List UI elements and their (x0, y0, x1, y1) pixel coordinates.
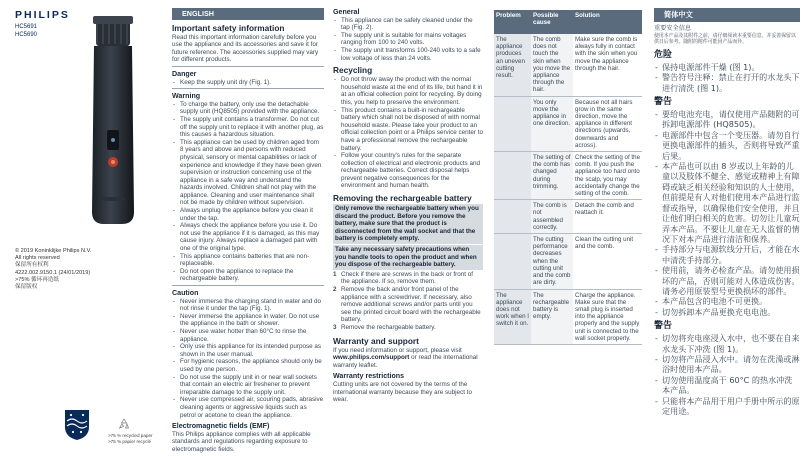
list-item: - 警告符号注释：禁止在打开的水龙头下进行清洗 (图 1)。 (654, 72, 800, 93)
list-item: - Never immerse the charging stand in water and do not rinse it under the tap (Fig. 1). (172, 298, 324, 313)
cell-solution: Make sure the comb is always fully in contact with the skin when you move the appliance through the hair. (573, 34, 642, 96)
cell-problem: The appliance produces an uneven cutting result. (494, 34, 531, 96)
cell-solution: Because not all hairs grow in the same direction, move the appliance in different directions (upwards, downwards and across). (573, 97, 642, 151)
list-item: - Never immerse the appliance in water. Do not use the appliance in the bath or shower. (172, 313, 324, 328)
cell-problem (494, 234, 531, 288)
list-item: - 切勿使用温度高于 60°C 的热水冲洗本产品。 (654, 375, 800, 396)
warning-list-cn (654, 109, 800, 317)
troubleshooting-table (494, 10, 642, 345)
header-solution: Solution (575, 12, 600, 19)
list-item: - 使用前，请务必检查产品。请勿使用损坏的产品，否则可能对人体造成伤害。请务必用原装型号更换损坏的部件。 (654, 265, 800, 296)
list-item: - The supply unit transforms 100-240 volts to a safe low voltage of less than 24 volts. (333, 47, 483, 62)
list-item: - Only use this appliance for its intended purpose as shown in the user manual. (172, 343, 324, 358)
general-list (333, 17, 483, 63)
list-item: - This appliance can be safely cleaned under the tap (Fig. 2). (333, 17, 483, 32)
divider (172, 88, 324, 89)
warning-box: Only remove the rechargeable battery when you discard the product. Before you remove the battery, make sure that the product is disconnected from the wall socket and that the battery is completely empty. (333, 204, 483, 244)
list-item: - 本产品包含的电池不可更换。 (654, 296, 800, 306)
step-text: Check if there are screws in the back or front of the appliance. If so, remove them. (341, 270, 473, 286)
caution-list-cn (654, 333, 800, 416)
recycle-icon (118, 418, 130, 430)
recycle-line: >75 % recycled paper (108, 433, 153, 438)
step-item: 1 Check if there are screws in the back or front of the appliance. If so, remove them. (333, 270, 473, 286)
cell-cause: The comb is not assembled correctly. (531, 200, 573, 233)
warranty-heading: Warranty and support (333, 335, 419, 346)
table-header (494, 10, 642, 34)
list-item: - For hygienic reasons, the appliance should only be used by one person. (172, 358, 324, 373)
intro-text: Read this important information carefully before you use the appliance and its accessories and save it for future reference. The accessories supplied may vary for different products. (172, 33, 319, 64)
legal-notice (15, 248, 91, 291)
general-heading: General (333, 8, 360, 16)
cell-cause: The setting of the comb has changed during trimming. (531, 152, 573, 199)
rights-line-cn-2: 保留版权 (15, 284, 38, 291)
recycling-heading: Recycling (333, 65, 373, 76)
list-item: - The supply unit contains a transformer. Do not cut off the supply unit to replace it with another plug, as this causes a hazardous situation. (172, 116, 324, 139)
copyright: © 2019 Koninklijke Philips N.V. (15, 248, 92, 254)
list-item: - The supply unit is suitable for mains voltages ranging from 100 to 240 volts. (333, 32, 483, 47)
model-number: HC5691 (15, 24, 38, 30)
list-item: - Follow your country's rules for the separate collection of electrical and electronic products and rechargeable batteries. Correct disposal helps prevent negative consequences for the environment and human health. (333, 152, 483, 190)
list-item: - 切勿将产品浸入水中。请勿在洗澡或淋浴时使用本产品。 (654, 354, 800, 375)
list-item: - This appliance contains batteries that are non-replaceable. (172, 253, 324, 268)
rights-line-cn: 保留所有权利 (15, 262, 49, 269)
emf-heading: Electromagnetic fields (EMF) (172, 422, 270, 431)
section-title-cn: 重要安全信息 (654, 25, 692, 32)
chinese-column (654, 8, 800, 416)
list-item: - Never use compressed air, scouring pads, abrasive cleaning agents or aggressive liquids such as petrol or acetone to clean the appliance. (172, 396, 324, 419)
caution-heading-cn: 警告 (654, 321, 673, 332)
danger-list-cn (654, 62, 800, 93)
list-item: - Do not throw away the product with the normal household waste at the end of its life, but hand it in at an official collection point for recycling. By doing this, you help to preserve the environment. (333, 76, 483, 106)
list-item: - This appliance can be used by children aged from 8 years and above and persons with reduced physical, sensory or mental capabilities or lack of experience and knowledge if they have been given supervision or instruction concerning use of the appliance in a safe way and understand the hazards involved. Children shall not play with the appliance. Cleaning and user maintenance shall not be made by children without supervision. (172, 139, 324, 207)
danger-list (172, 79, 324, 87)
warranty-post: or read the international warranty leaflet. (333, 354, 478, 369)
cell-problem (494, 200, 531, 233)
list-item: - Always unplug the appliance before you clean it under the tap. (172, 207, 324, 222)
cell-cause: The comb does not touch the skin when you move the appliance through the hair. (531, 34, 573, 96)
list-item: - Always check the appliance before you use it. Do not use the appliance if it is damaged, as this may cause injury. Always replace a damaged part with one of the original type. (172, 222, 324, 252)
restrictions-heading: Warranty restrictions (333, 372, 405, 381)
philips-shield-logo-icon (64, 409, 90, 441)
restrictions-text: Cutting units are not covered by the terms of the international warranty because they are subject to wear. (333, 380, 472, 404)
cell-solution: Charge the appliance. Make sure that the small plug is inserted into the appliance properly and the supply unit is connected to the wall socket properly. (573, 290, 642, 344)
emf-text: This Philips appliance complies with all applicable standards and regulations regarding exposure to electromagnetic fields. (172, 430, 311, 453)
header-cause: Possible cause (533, 12, 559, 26)
divider (172, 285, 324, 286)
list-item: - To charge the battery, only use the detachable supply unit (HQ8505) provided with the appliance. (172, 101, 324, 116)
table-row (494, 152, 642, 200)
list-item: - 本产品也可以由 8 岁或以上年龄的儿童以及肢体不健全、感觉或精神上有障碍或缺乏相关经验和知识的人士使用，但前提是有人对他们使用本产品进行监督或指导，以确保他们安全使用，并且让他们明白相关的危害。切勿让儿童玩弄本产品。不要让儿童在无人监督的情况下对本产品进行清洁和保养。 (654, 161, 800, 244)
caution-list (172, 298, 324, 420)
header-problem: Problem (496, 12, 521, 19)
list-item: - 切勿拆卸本产品更换充电电池。 (654, 307, 800, 317)
document-number: 4222.002.9150.1 (24/01/2019) (15, 269, 91, 276)
list-item: - 切勿将充电座浸入水中，也不要在自来水龙头下冲洗 (图 1)。 (654, 333, 800, 354)
language-header-english: ENGLISH (172, 8, 324, 20)
divider (172, 66, 324, 67)
warranty-text (333, 347, 483, 370)
list-item: - 只能将本产品用于用户手册中所示的原定用途。 (654, 396, 800, 417)
cell-cause: The cutting performance decreases when the cutting unit and the comb are dirty. (531, 234, 573, 288)
table-row (494, 200, 642, 234)
hair-clipper-product-image (78, 12, 148, 228)
table-row (494, 97, 642, 152)
paper-note-cn: >75% 循环再造纸 (15, 276, 59, 283)
list-item: - Do not use the supply unit in or near wall sockets that contain an electric air freshener to prevent irreparable damage to the supply unit. (172, 374, 324, 397)
cover-panel (0, 0, 160, 456)
step-text: Remove the back and/or front panel of the appliance with a screwdriver. If necessary, also remove additional screws and/or parts until you see the printed circuit board with the rechargeable battery. (341, 286, 481, 324)
danger-heading: Danger (172, 69, 197, 78)
step-item: 3 Remove the rechargeable battery. (333, 323, 436, 331)
cell-cause: You only move the appliance in one direction. (531, 97, 573, 151)
section-title: Important safety information (172, 22, 285, 33)
caution-heading: Caution (172, 289, 199, 297)
table-row (494, 234, 642, 289)
cell-solution: Detach the comb and reattach it. (573, 200, 642, 233)
recycle-line: >75 % papier recyclé (108, 438, 152, 444)
cell-problem (494, 97, 531, 151)
recycle-text (108, 433, 153, 444)
warning-box: Take any necessary safety precautions when you handle tools to open the product and when you dispose of the rechargeable battery. (333, 245, 483, 270)
removing-battery-heading: Removing the rechargeable battery (333, 193, 472, 204)
rights-line: All rights reserved (15, 255, 60, 262)
table-row (494, 34, 642, 97)
english-column-2 (333, 8, 483, 404)
model-list (15, 24, 37, 39)
list-item: - 电源部件中包含一个变压器。请勿自行更换电源部件的插头，否则将导致严重后果。 (654, 130, 800, 161)
warning-heading: Warning (172, 92, 201, 101)
list-item: - 手持部分与电源软线分开后，才能在水中清洗手持部分。 (654, 244, 800, 265)
danger-heading-cn: 危险 (654, 49, 673, 60)
support-link[interactable]: www.philips.com/support (333, 354, 410, 362)
cell-solution: Check the setting of the comb. If you push the appliance too hard onto the scalp, you may accidentally change the setting of the comb. (573, 152, 642, 199)
recycling-list (333, 76, 483, 190)
table-row (494, 290, 642, 345)
intro-text-cn: 使用本产品及其附件之前，请仔细阅读本重要信息，并妥善保留以供日后参考。随附的附件可能因产品而异。 (654, 33, 796, 46)
step-item: 2 Remove the back and/or front panel of the appliance with a screwdriver. If necessary, also remove additional screws and/or parts until you see the printed circuit board with the rechargeable battery. (333, 286, 481, 324)
list-item: - Keep the supply unit dry (Fig. 1). (172, 79, 324, 87)
warranty-pre: If you need information or support, please visit (333, 346, 462, 354)
step-text: Remove the rechargeable battery. (341, 323, 436, 331)
brand-name: PHILIPS (15, 9, 70, 21)
cell-cause: The rechargeable battery is empty. (531, 290, 573, 344)
model-number: HC5690 (15, 31, 38, 38)
english-column-1 (172, 8, 324, 453)
removal-steps (333, 271, 483, 332)
cell-problem (494, 152, 531, 199)
list-item: - 要给电池充电，请仅使用产品随附的可拆卸电源部件 (HQ8505)。 (654, 109, 800, 130)
cell-problem: The appliance does not work when I switch it on. (494, 290, 531, 344)
warning-list (172, 101, 324, 283)
list-item: - Never use water hotter than 60°C to rinse the appliance. (172, 328, 324, 343)
cell-solution: Clean the cutting unit and the comb. (573, 234, 642, 288)
list-item: - 保持电源部件干燥 (图 1)。 (654, 62, 800, 72)
language-header-chinese: 简体中文 (654, 8, 800, 22)
list-item: - Do not open the appliance to replace the rechargeable battery. (172, 268, 324, 283)
warning-heading-cn: 警告 (654, 97, 673, 108)
list-item: - This product contains a built-in rechargeable battery which shall not be disposed of with normal household waste. Please take your product to an official collection point or a Philips service center to have a professional remove the rechargeable battery. (333, 107, 483, 153)
